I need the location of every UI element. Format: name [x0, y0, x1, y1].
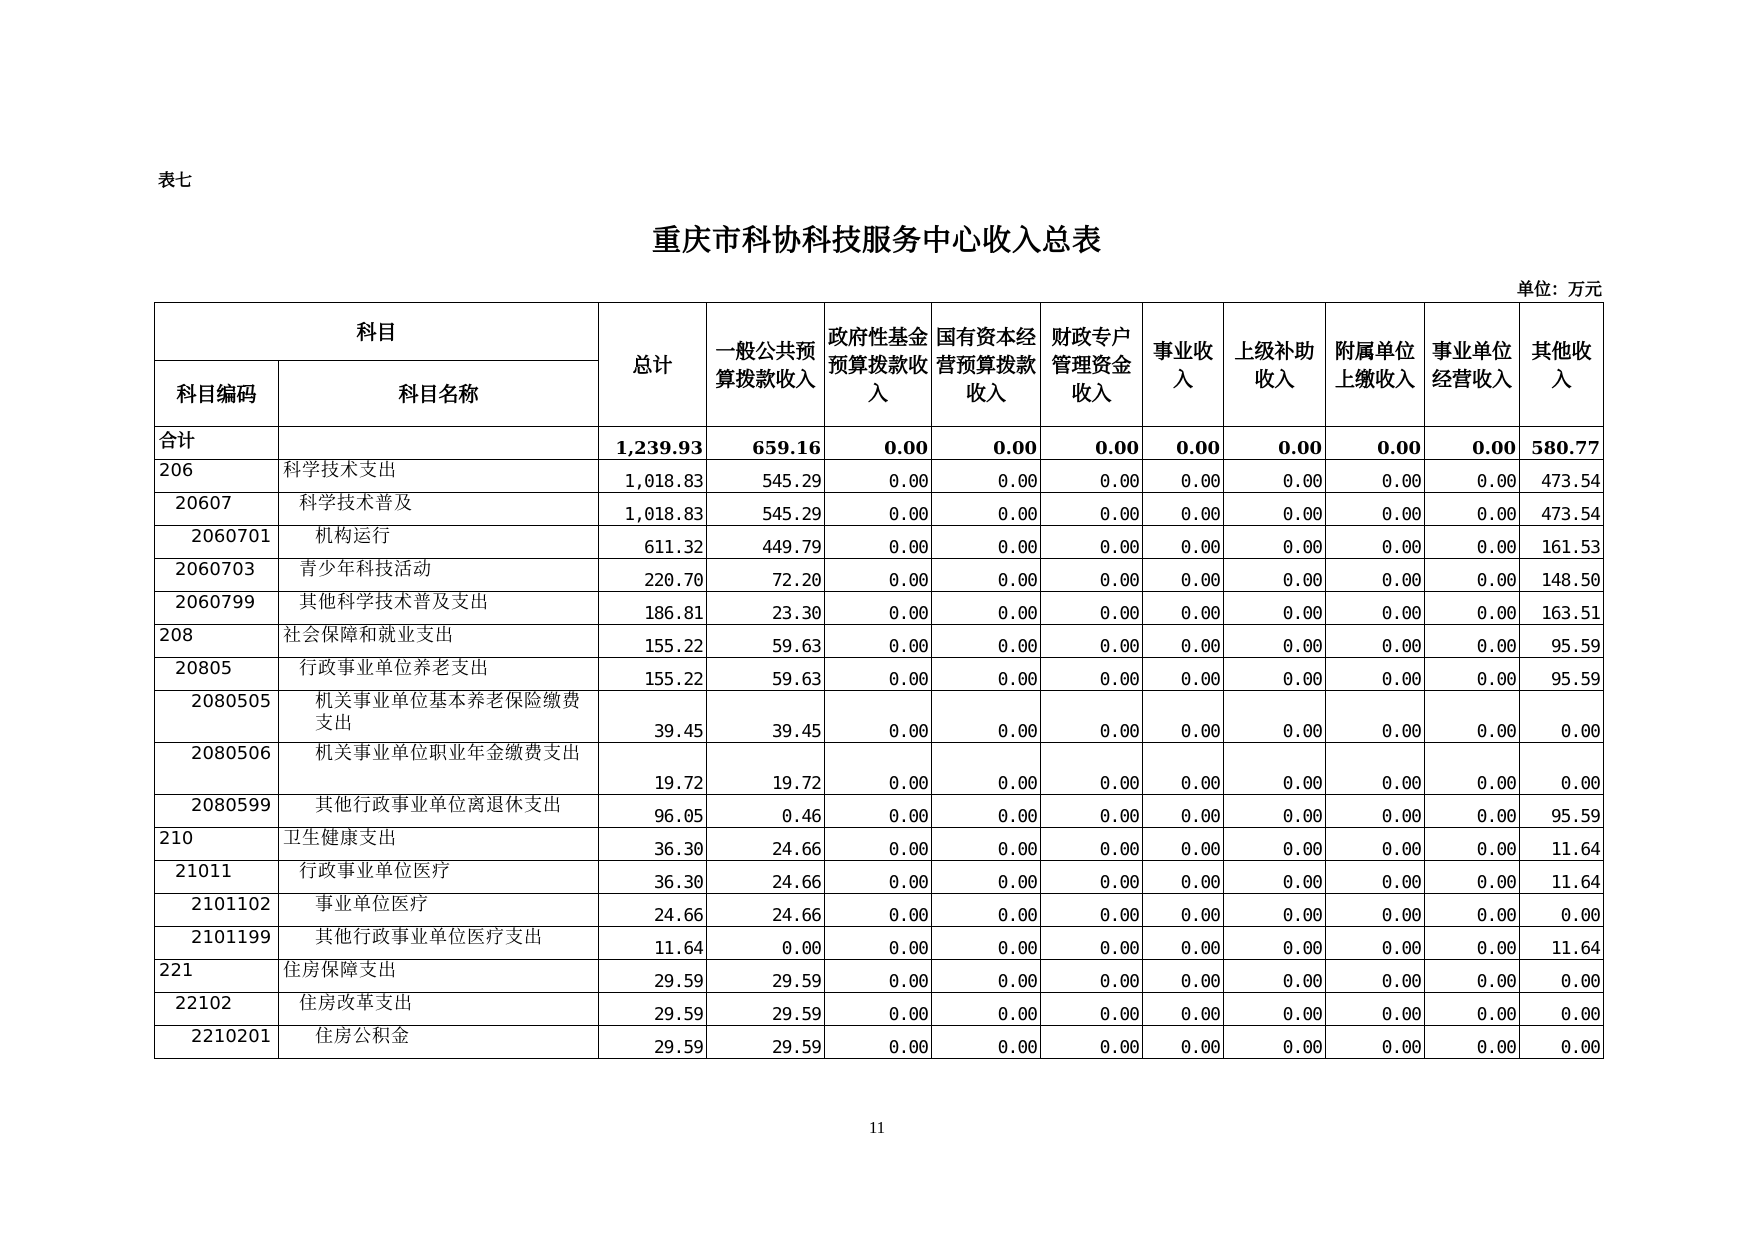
amount-cell: 0.00 — [932, 927, 1041, 960]
amount-cell: 0.00 — [932, 427, 1041, 460]
amount-cell: 0.00 — [825, 861, 932, 894]
amount-cell: 0.00 — [1224, 460, 1326, 493]
table-row — [155, 493, 1604, 526]
amount-cell: 0.00 — [932, 1026, 1041, 1059]
amount-cell: 95.59 — [1520, 658, 1604, 691]
amount-cell: 0.00 — [932, 960, 1041, 993]
table-row — [155, 460, 1604, 493]
subject-code-cell: 合计 — [155, 427, 279, 460]
amount-cell: 0.00 — [1224, 625, 1326, 658]
subject-name-cell: 机构运行 — [279, 526, 599, 559]
amount-cell: 0.00 — [1224, 1026, 1326, 1059]
amount-cell: 0.00 — [1041, 592, 1143, 625]
amount-cell: 0.00 — [1041, 427, 1143, 460]
amount-cell: 29.59 — [599, 1026, 707, 1059]
subject-name-cell: 青少年科技活动 — [279, 559, 599, 592]
amount-cell: 0.00 — [1143, 460, 1224, 493]
amount-cell: 0.00 — [1143, 927, 1224, 960]
amount-cell: 0.00 — [1041, 861, 1143, 894]
amount-cell: 0.00 — [1224, 960, 1326, 993]
amount-cell: 0.00 — [1224, 427, 1326, 460]
amount-cell: 0.00 — [1143, 625, 1224, 658]
amount-cell: 0.00 — [1520, 743, 1604, 795]
subject-name-cell — [279, 427, 599, 460]
income-summary-table — [154, 302, 1604, 1059]
amount-cell: 0.00 — [825, 1026, 932, 1059]
amount-cell: 0.00 — [825, 658, 932, 691]
amount-cell: 0.00 — [1041, 691, 1143, 743]
amount-cell: 0.00 — [1326, 592, 1425, 625]
amount-cell: 36.30 — [599, 861, 707, 894]
amount-cell: 0.00 — [1041, 743, 1143, 795]
amount-cell: 161.53 — [1520, 526, 1604, 559]
amount-cell: 0.00 — [825, 795, 932, 828]
table-row — [155, 993, 1604, 1026]
amount-cell: 0.00 — [932, 460, 1041, 493]
amount-cell: 0.00 — [1143, 828, 1224, 861]
amount-cell: 0.00 — [1041, 993, 1143, 1026]
amount-cell: 0.00 — [932, 828, 1041, 861]
table-row — [155, 691, 1604, 743]
amount-cell: 0.00 — [825, 691, 932, 743]
amount-cell: 0.00 — [1143, 691, 1224, 743]
subject-code-cell: 2080506 — [155, 743, 279, 795]
amount-cell: 0.00 — [1224, 691, 1326, 743]
header-general-budget: 一般公共预算拨款收入 — [707, 303, 825, 427]
subject-code-cell: 206 — [155, 460, 279, 493]
amount-cell: 0.00 — [932, 691, 1041, 743]
table-label: 表七 — [158, 171, 192, 191]
amount-cell: 1,018.83 — [599, 493, 707, 526]
amount-cell: 0.00 — [825, 927, 932, 960]
amount-cell: 0.00 — [1326, 625, 1425, 658]
amount-cell: 0.00 — [1520, 691, 1604, 743]
amount-cell: 0.00 — [1425, 828, 1520, 861]
unit-label: 单位：万元 — [1517, 280, 1602, 300]
amount-cell: 155.22 — [599, 625, 707, 658]
header-special-mgmt: 财政专户管理资金收入 — [1041, 303, 1143, 427]
amount-cell: 11.64 — [1520, 828, 1604, 861]
header-state-capital: 国有资本经营预算拨款收入 — [932, 303, 1041, 427]
amount-cell: 0.00 — [1326, 828, 1425, 861]
amount-cell: 0.00 — [1425, 743, 1520, 795]
amount-cell: 0.00 — [1224, 743, 1326, 795]
amount-cell: 0.00 — [1326, 460, 1425, 493]
amount-cell: 0.00 — [825, 427, 932, 460]
table-row — [155, 861, 1604, 894]
amount-cell: 0.00 — [932, 559, 1041, 592]
amount-cell: 29.59 — [707, 1026, 825, 1059]
amount-cell: 0.00 — [825, 460, 932, 493]
table-row — [155, 927, 1604, 960]
amount-cell: 0.00 — [1143, 658, 1224, 691]
amount-cell: 0.00 — [825, 743, 932, 795]
amount-cell: 24.66 — [707, 828, 825, 861]
amount-cell: 0.00 — [1041, 460, 1143, 493]
header-operating: 事业单位经营收入 — [1425, 303, 1520, 427]
subject-name-cell: 住房改革支出 — [279, 993, 599, 1026]
header-affiliated: 附属单位上缴收入 — [1326, 303, 1425, 427]
amount-cell: 0.00 — [932, 592, 1041, 625]
amount-cell: 611.32 — [599, 526, 707, 559]
amount-cell: 95.59 — [1520, 625, 1604, 658]
subject-name-cell: 科学技术普及 — [279, 493, 599, 526]
amount-cell: 0.00 — [932, 493, 1041, 526]
amount-cell: 220.70 — [599, 559, 707, 592]
amount-cell: 0.00 — [932, 625, 1041, 658]
amount-cell: 0.00 — [1041, 894, 1143, 927]
table-row — [155, 625, 1604, 658]
subject-code-cell: 208 — [155, 625, 279, 658]
amount-cell: 580.77 — [1520, 427, 1604, 460]
amount-cell: 0.00 — [1326, 1026, 1425, 1059]
amount-cell: 0.00 — [1326, 993, 1425, 1026]
amount-cell: 0.00 — [1425, 493, 1520, 526]
subject-code-cell: 2080505 — [155, 691, 279, 743]
amount-cell: 0.00 — [1425, 1026, 1520, 1059]
subject-name-cell: 卫生健康支出 — [279, 828, 599, 861]
amount-cell: 0.00 — [825, 960, 932, 993]
subject-code-cell: 221 — [155, 960, 279, 993]
page-number: 11 — [868, 1118, 886, 1137]
amount-cell: 0.00 — [1143, 427, 1224, 460]
amount-cell: 0.00 — [1425, 625, 1520, 658]
amount-cell: 0.00 — [1425, 460, 1520, 493]
amount-cell: 0.00 — [1041, 828, 1143, 861]
amount-cell: 0.00 — [1224, 795, 1326, 828]
amount-cell: 0.00 — [1224, 592, 1326, 625]
amount-cell: 0.00 — [932, 993, 1041, 1026]
amount-cell: 0.00 — [932, 795, 1041, 828]
amount-cell: 545.29 — [707, 460, 825, 493]
amount-cell: 24.66 — [707, 894, 825, 927]
amount-cell: 545.29 — [707, 493, 825, 526]
amount-cell: 11.64 — [1520, 861, 1604, 894]
amount-cell: 29.59 — [599, 960, 707, 993]
subject-name-cell: 行政事业单位养老支出 — [279, 658, 599, 691]
amount-cell: 0.00 — [1041, 625, 1143, 658]
subject-name-cell: 科学技术支出 — [279, 460, 599, 493]
amount-cell: 0.00 — [1224, 927, 1326, 960]
amount-cell: 39.45 — [599, 691, 707, 743]
amount-cell: 163.51 — [1520, 592, 1604, 625]
header-gov-fund: 政府性基金预算拨款收入 — [825, 303, 932, 427]
amount-cell: 0.00 — [1041, 658, 1143, 691]
amount-cell: 0.00 — [1143, 1026, 1224, 1059]
amount-cell: 0.00 — [1041, 927, 1143, 960]
amount-cell: 0.00 — [1425, 559, 1520, 592]
amount-cell: 0.00 — [932, 526, 1041, 559]
amount-cell: 0.00 — [1224, 861, 1326, 894]
amount-cell: 0.00 — [1326, 493, 1425, 526]
amount-cell: 0.00 — [1143, 894, 1224, 927]
amount-cell: 0.00 — [1425, 795, 1520, 828]
amount-cell: 0.00 — [1041, 526, 1143, 559]
amount-cell: 0.00 — [825, 526, 932, 559]
amount-cell: 0.00 — [1326, 526, 1425, 559]
amount-cell: 0.00 — [1425, 526, 1520, 559]
amount-cell: 0.00 — [1425, 861, 1520, 894]
amount-cell: 0.00 — [1224, 526, 1326, 559]
subject-code-cell: 20805 — [155, 658, 279, 691]
amount-cell: 0.00 — [1425, 658, 1520, 691]
amount-cell: 0.00 — [1143, 559, 1224, 592]
amount-cell: 0.00 — [1425, 592, 1520, 625]
amount-cell: 0.00 — [1326, 743, 1425, 795]
amount-cell: 0.00 — [1224, 993, 1326, 1026]
amount-cell: 0.00 — [1224, 559, 1326, 592]
table-row — [155, 828, 1604, 861]
amount-cell: 0.00 — [932, 894, 1041, 927]
amount-cell: 24.66 — [707, 861, 825, 894]
table-row — [155, 795, 1604, 828]
amount-cell: 0.00 — [1326, 427, 1425, 460]
amount-cell: 0.46 — [707, 795, 825, 828]
header-subject: 科目 — [155, 303, 599, 361]
amount-cell: 0.00 — [1143, 960, 1224, 993]
subject-code-cell: 2060703 — [155, 559, 279, 592]
amount-cell: 0.00 — [1143, 795, 1224, 828]
amount-cell: 0.00 — [1425, 993, 1520, 1026]
amount-cell: 0.00 — [1143, 743, 1224, 795]
table-row — [155, 1026, 1604, 1059]
amount-cell: 29.59 — [707, 993, 825, 1026]
amount-cell: 0.00 — [1425, 927, 1520, 960]
amount-cell: 0.00 — [1143, 993, 1224, 1026]
amount-cell: 39.45 — [707, 691, 825, 743]
subject-name-cell: 社会保障和就业支出 — [279, 625, 599, 658]
amount-cell: 23.30 — [707, 592, 825, 625]
amount-cell: 0.00 — [932, 658, 1041, 691]
amount-cell: 0.00 — [1041, 1026, 1143, 1059]
subject-name-cell: 其他行政事业单位离退休支出 — [279, 795, 599, 828]
amount-cell: 0.00 — [1041, 559, 1143, 592]
amount-cell: 1,018.83 — [599, 460, 707, 493]
subject-name-cell: 机关事业单位职业年金缴费支出 — [279, 743, 599, 795]
amount-cell: 0.00 — [707, 927, 825, 960]
amount-cell: 155.22 — [599, 658, 707, 691]
subject-code-cell: 20607 — [155, 493, 279, 526]
amount-cell: 0.00 — [1425, 960, 1520, 993]
amount-cell: 0.00 — [825, 993, 932, 1026]
amount-cell: 29.59 — [707, 960, 825, 993]
amount-cell: 473.54 — [1520, 493, 1604, 526]
amount-cell: 0.00 — [932, 861, 1041, 894]
amount-cell: 0.00 — [1326, 927, 1425, 960]
subject-code-cell: 2101102 — [155, 894, 279, 927]
subject-code-cell: 22102 — [155, 993, 279, 1026]
subject-name-cell: 其他科学技术普及支出 — [279, 592, 599, 625]
header-other: 其他收入 — [1520, 303, 1604, 427]
amount-cell: 0.00 — [932, 743, 1041, 795]
amount-cell: 449.79 — [707, 526, 825, 559]
table-row — [155, 526, 1604, 559]
table-row — [155, 592, 1604, 625]
amount-cell: 59.63 — [707, 625, 825, 658]
subject-name-cell: 事业单位医疗 — [279, 894, 599, 927]
amount-cell: 473.54 — [1520, 460, 1604, 493]
table-row — [155, 960, 1604, 993]
amount-cell: 36.30 — [599, 828, 707, 861]
subject-code-cell: 21011 — [155, 861, 279, 894]
subject-name-cell: 住房公积金 — [279, 1026, 599, 1059]
amount-cell: 0.00 — [825, 592, 932, 625]
subject-name-cell: 机关事业单位基本养老保险缴费支出 — [279, 691, 599, 743]
amount-cell: 72.20 — [707, 559, 825, 592]
amount-cell: 0.00 — [1326, 658, 1425, 691]
subject-code-cell: 2080599 — [155, 795, 279, 828]
amount-cell: 0.00 — [1224, 894, 1326, 927]
subject-name-cell: 住房保障支出 — [279, 960, 599, 993]
amount-cell: 0.00 — [1520, 960, 1604, 993]
header-superior-subsidy: 上级补助收入 — [1224, 303, 1326, 427]
header-name: 科目名称 — [279, 361, 599, 427]
amount-cell: 0.00 — [1425, 691, 1520, 743]
table-row — [155, 658, 1604, 691]
amount-cell: 0.00 — [1143, 493, 1224, 526]
amount-cell: 0.00 — [1425, 427, 1520, 460]
amount-cell: 0.00 — [1326, 861, 1425, 894]
subject-name-cell: 行政事业单位医疗 — [279, 861, 599, 894]
amount-cell: 0.00 — [825, 625, 932, 658]
amount-cell: 0.00 — [1520, 993, 1604, 1026]
header-total: 总计 — [599, 303, 707, 427]
subject-code-cell: 2060799 — [155, 592, 279, 625]
amount-cell: 0.00 — [825, 828, 932, 861]
amount-cell: 24.66 — [599, 894, 707, 927]
amount-cell: 0.00 — [1224, 493, 1326, 526]
amount-cell: 0.00 — [1143, 592, 1224, 625]
subject-code-cell: 2101199 — [155, 927, 279, 960]
amount-cell: 29.59 — [599, 993, 707, 1026]
amount-cell: 0.00 — [1326, 960, 1425, 993]
subject-code-cell: 210 — [155, 828, 279, 861]
amount-cell: 0.00 — [1326, 559, 1425, 592]
table-row — [155, 427, 1604, 460]
amount-cell: 0.00 — [1143, 861, 1224, 894]
subject-name-cell: 其他行政事业单位医疗支出 — [279, 927, 599, 960]
amount-cell: 0.00 — [1224, 828, 1326, 861]
table-row — [155, 894, 1604, 927]
amount-cell: 659.16 — [707, 427, 825, 460]
amount-cell: 0.00 — [1143, 526, 1224, 559]
header-code: 科目编码 — [155, 361, 279, 427]
header-business: 事业收入 — [1143, 303, 1224, 427]
page-title: 重庆市科协科技服务中心收入总表 — [651, 223, 1102, 257]
amount-cell: 148.50 — [1520, 559, 1604, 592]
amount-cell: 11.64 — [1520, 927, 1604, 960]
amount-cell: 19.72 — [707, 743, 825, 795]
amount-cell: 0.00 — [1425, 894, 1520, 927]
table-row — [155, 743, 1604, 795]
amount-cell: 0.00 — [825, 559, 932, 592]
table-row — [155, 559, 1604, 592]
amount-cell: 0.00 — [1326, 795, 1425, 828]
amount-cell: 0.00 — [1041, 795, 1143, 828]
amount-cell: 0.00 — [1520, 1026, 1604, 1059]
amount-cell: 11.64 — [599, 927, 707, 960]
amount-cell: 0.00 — [1520, 894, 1604, 927]
amount-cell: 0.00 — [1326, 894, 1425, 927]
amount-cell: 0.00 — [1224, 658, 1326, 691]
amount-cell: 0.00 — [1041, 960, 1143, 993]
subject-code-cell: 2060701 — [155, 526, 279, 559]
table-body — [155, 427, 1604, 1059]
amount-cell: 0.00 — [1326, 691, 1425, 743]
amount-cell: 96.05 — [599, 795, 707, 828]
amount-cell: 0.00 — [825, 894, 932, 927]
amount-cell: 0.00 — [1041, 493, 1143, 526]
amount-cell: 0.00 — [825, 493, 932, 526]
amount-cell: 186.81 — [599, 592, 707, 625]
amount-cell: 59.63 — [707, 658, 825, 691]
subject-code-cell: 2210201 — [155, 1026, 279, 1059]
amount-cell: 19.72 — [599, 743, 707, 795]
amount-cell: 95.59 — [1520, 795, 1604, 828]
amount-cell: 1,239.93 — [599, 427, 707, 460]
